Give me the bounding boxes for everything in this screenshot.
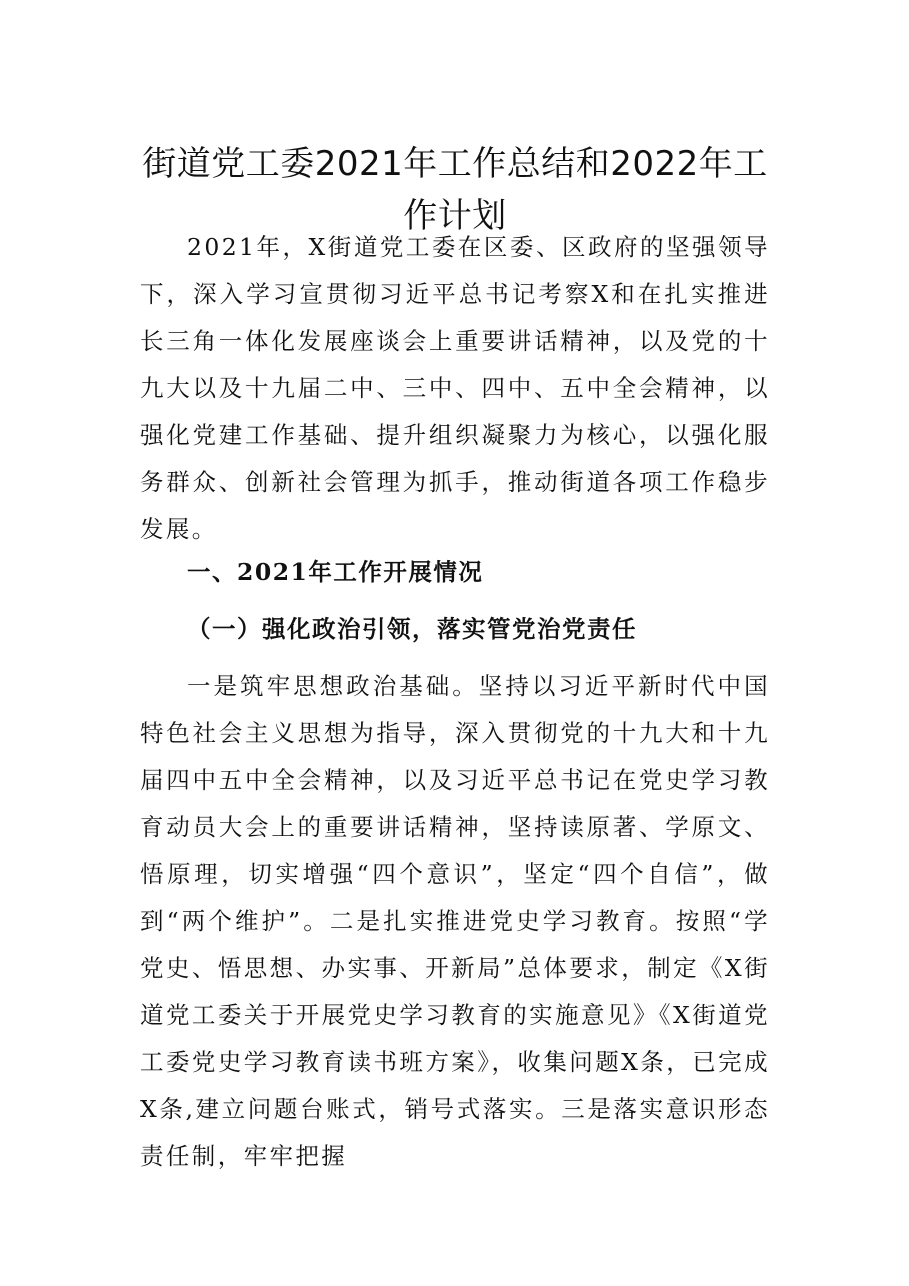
document-title: 街道党工委2021年工作总结和2022年工作计划	[142, 144, 768, 236]
subsection-heading: （一）强化政治引领，落实管党治党责任	[187, 615, 637, 643]
section-heading: 一、2021年工作开展情况	[187, 558, 484, 586]
intro-paragraph: 2021年，X街道党工委在区委、区政府的坚强领导下，深入学习宣贯彻习近平总书记考察X和在扎实推进长三角一体化发展座谈会上重要讲话精神，以及党的十九大以及十九届二中、三中、四中、五中全会精神，以强化党建工作基础、提升组织凝聚力为核心，以强化服务群众、创新社会管理为抓手，推动街道各项工作稳步发展。	[140, 233, 770, 543]
body-paragraph: 一是筑牢思想政治基础。坚持以习近平新时代中国特色社会主义思想为指导，深入贯彻党的十九大和十九届四中五中全会精神，以及习近平总书记在党史学习教育动员大会上的重要讲话精神，坚持读原著、学原文、悟原理，切实增强“四个意识”，坚定“四个自信”，做到“两个维护”。二是扎实推进党史学习教育。按照“学党史、悟思想、办实事、开新局”总体要求，制定《X街道党工委关于开展党史学习教育的实施意见》《X街道党工委党史学习教育读书班方案》，收集问题X条，已完成X条,建立问题台账式，销号式落实。三是落实意识形态责任制，牢牢把握	[140, 672, 770, 1170]
